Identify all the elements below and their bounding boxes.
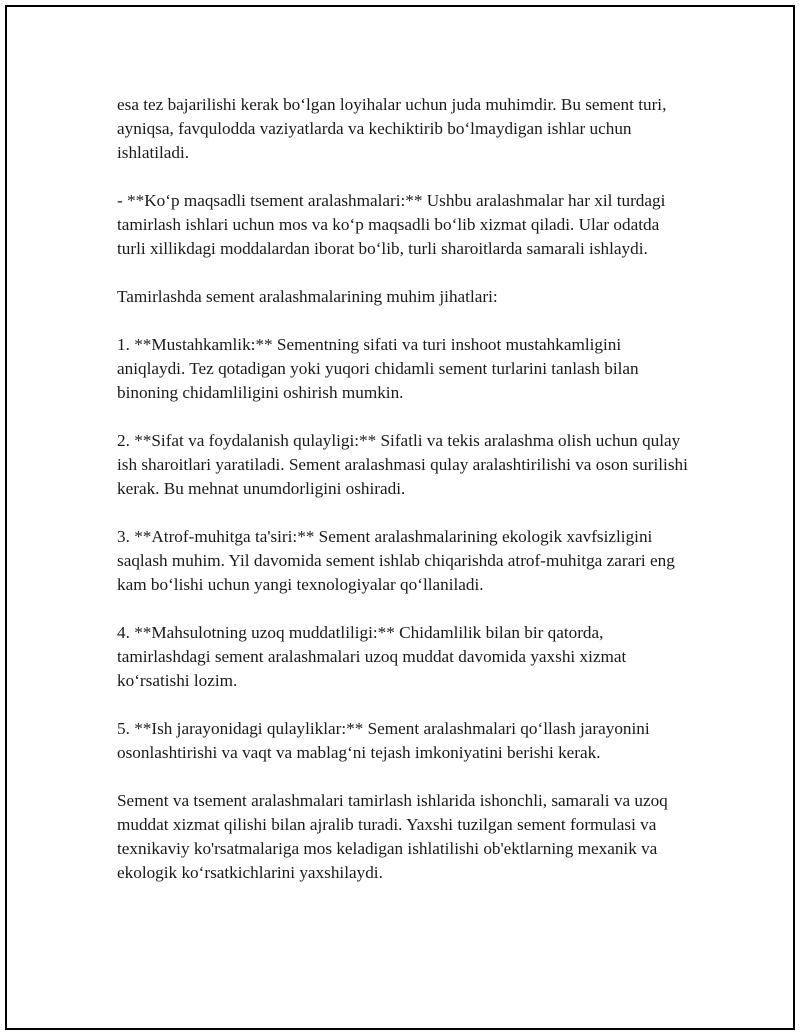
paragraph-intro-continuation: esa tez bajarilishi kerak bo‘lgan loyihalar uchun juda muhimdir. Bu sement turi, ayniqsa, favqulodda vaziyatlarda va kechiktirib bo‘lmaydigan ishlar uchun ishlatiladi.	[117, 95, 667, 162]
paragraph-item-1: 1. **Mustahkamlik:** Sementning sifati va turi inshoot mustahkamligini aniqlaydi. Tez qotadigan yoki yuqori chidamli sement turlarini tanlash bilan binoning chidamliligini oshirish mumkin.	[117, 335, 639, 402]
paragraph-conclusion: Sement va tsement aralashmalari tamirlash ishlarida ishonchli, samarali va uzoq muddat xizmat qilishi bilan ajralib turadi. Yaxshi tuzilgan sement formulasi va texnikaviy ko'rsatmalariga mos keladigan ishlatilishi ob'ektlarning mexanik va ekologik ko‘rsatkichlarini yaxshilaydi.	[117, 791, 668, 882]
paragraph-item-3: 3. **Atrof-muhitga ta'siri:** Sement aralashmalarining ekologik xavfsizligini saqlash muhim. Yil davomida sement ishlab chiqarishda atrof-muhitga zarari eng kam bo‘lishi uchun yangi texnologiyalar qo‘llaniladi.	[117, 527, 675, 594]
paragraph-item-4: 4. **Mahsulotning uzoq muddatliligi:** Chidamlilik bilan bir qatorda, tamirlashdagi sement aralashmalari uzoq muddat davomida yaxshi xizmat ko‘rsatishi lozim.	[117, 623, 627, 690]
paragraph-section-heading: Tamirlashda sement aralashmalarining muhim jihatlari:	[117, 287, 498, 306]
paragraph-multipurpose-mixes: - **Ko‘p maqsadli tsement aralashmalari:** Ushbu aralashmalar har xil turdagi tamirlash ishlari uchun mos va ko‘p maqsadli bo‘lib xizmat qiladi. Ular odatda turli xillikdagi moddalardan iborat bo‘lib, turli sharoitlarda samarali ishlaydi.	[117, 191, 666, 258]
document-body	[117, 93, 692, 909]
paragraph-item-5: 5. **Ish jarayonidagi qulayliklar:** Sement aralashmalari qo‘llash jarayonini osonlashtirishi va vaqt va mablag‘ni tejash imkoniyatini berishi kerak.	[117, 719, 650, 762]
paragraph-item-2: 2. **Sifat va foydalanish qulayligi:** Sifatli va tekis aralashma olish uchun qulay ish sharoitlari yaratiladi. Sement aralashmasi qulay aralashtirilishi va oson surilishi kerak. Bu mehnat unumdorligini oshiradi.	[117, 431, 688, 498]
